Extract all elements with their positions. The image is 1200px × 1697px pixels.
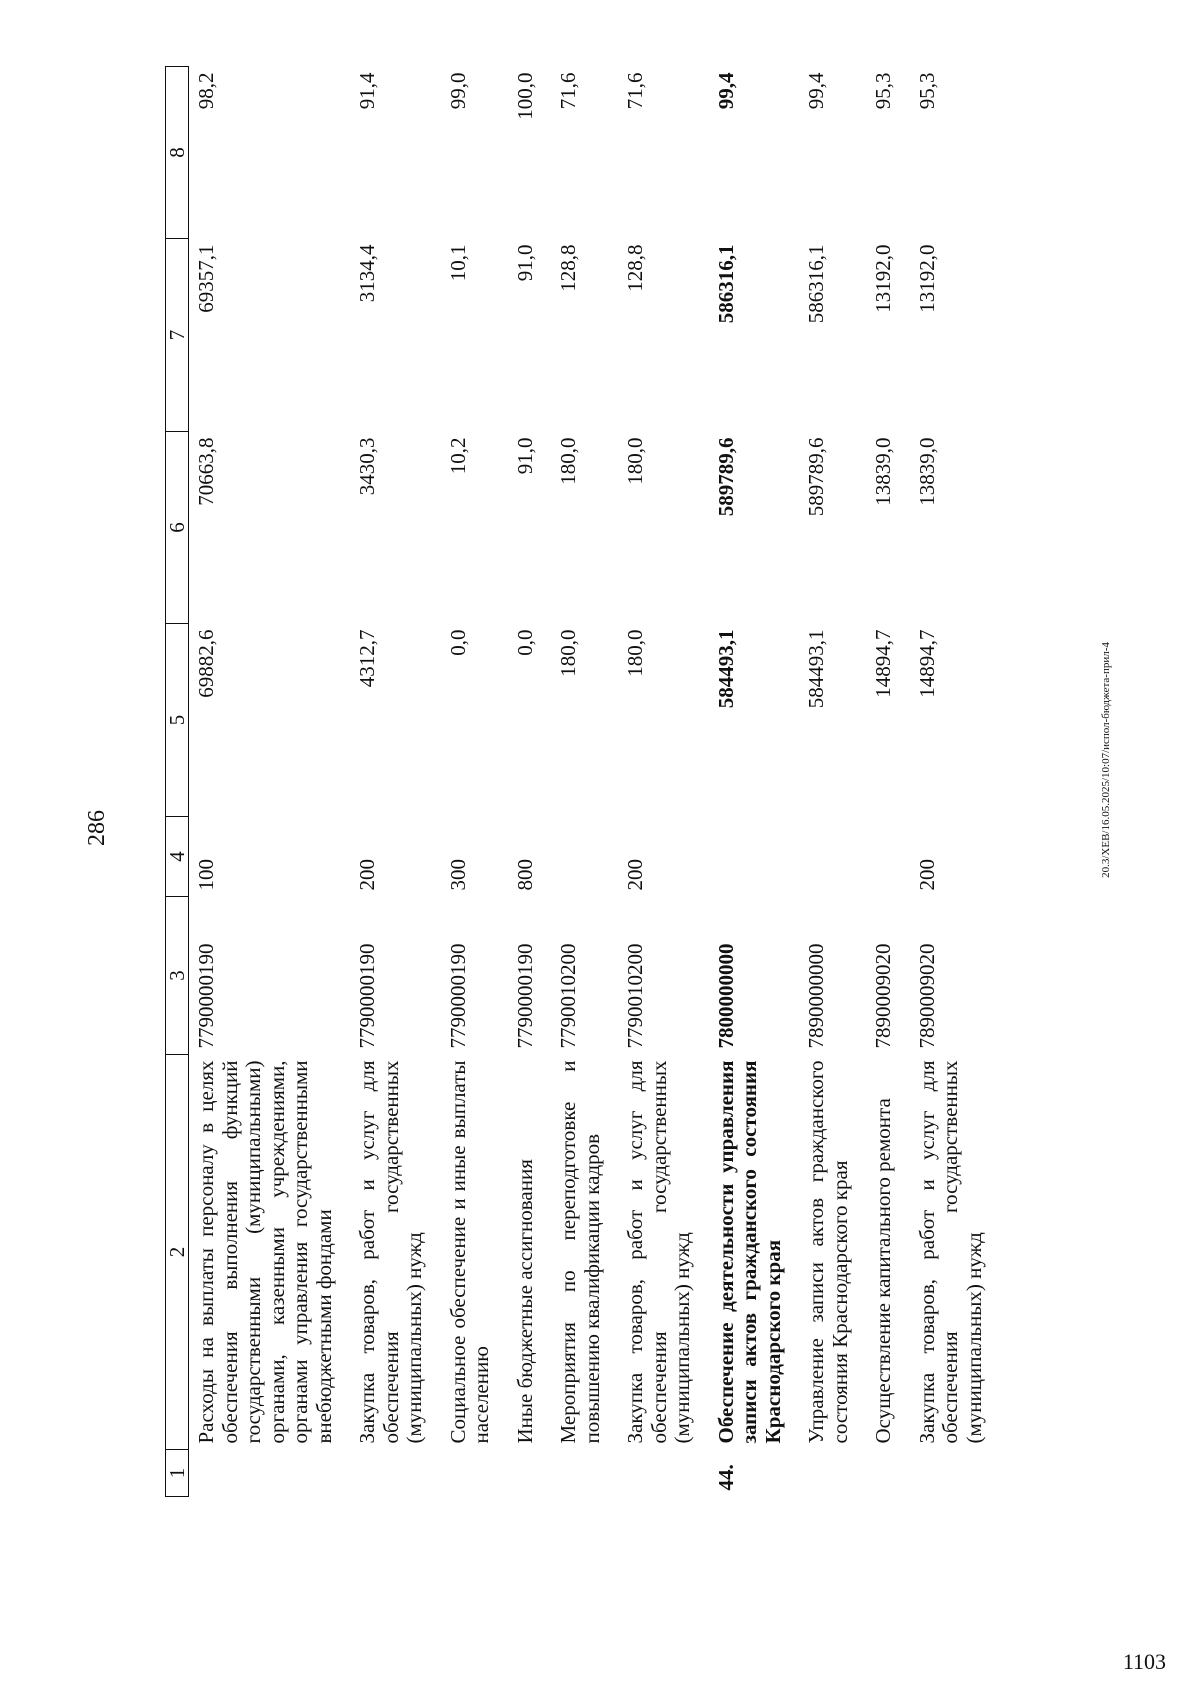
table-row (189, 67, 351, 1497)
budget-table (165, 66, 1000, 1497)
refined-amount-cell: 589789,6 (713, 437, 738, 517)
header-col-7: 7 (166, 239, 189, 432)
refined-amount-cell: 180,0 (556, 437, 581, 485)
approved-amount-cell: 0,0 (512, 629, 537, 656)
target-article-cell: 7890009020 (871, 943, 896, 1049)
approved-amount-cell: 69882,6 (194, 629, 218, 698)
header-col-1: 1 (166, 1450, 189, 1497)
execution-percent-cell: 100,0 (512, 72, 537, 120)
row-number-cell (508, 1450, 552, 1497)
row-name-cell: Социальное обеспечение и иные выплаты населению (445, 1060, 494, 1444)
row-name-cell: Закупка товаров, работ и услуг для обеспечения государственных (муниципальных) нужд (623, 1060, 695, 1444)
approved-amount-cell: 4312,7 (355, 629, 380, 688)
execution-percent-cell: 91,4 (355, 72, 380, 110)
target-article-cell: 7790010200 (623, 943, 648, 1049)
refined-amount-cell: 589789,6 (804, 437, 829, 517)
refined-amount-cell: 13839,0 (914, 437, 939, 506)
executed-amount-cell: 13192,0 (914, 244, 939, 313)
table-row (508, 67, 552, 1497)
row-name-cell: Расходы на выплаты персоналу в целях обеспечения выполнения функций государственными (муниципальными) органами, казенными учреждениями, органами управления государственными внебюджетными фондами (194, 1060, 336, 1444)
header-col-2: 2 (166, 1055, 189, 1450)
execution-percent-cell: 95,3 (871, 72, 896, 110)
approved-amount-cell: 180,0 (623, 629, 648, 677)
table-row (799, 67, 866, 1497)
approved-amount-cell: 14894,7 (871, 629, 896, 698)
refined-amount-cell: 91,0 (512, 437, 537, 475)
expense-type-cell: 200 (914, 859, 939, 891)
row-number-cell (618, 1450, 709, 1497)
execution-percent-cell: 99,4 (713, 72, 738, 110)
target-article-cell: 7800000000 (713, 943, 738, 1049)
expense-type-cell (866, 817, 910, 897)
row-name-cell: Мероприятия по переподготовке и повышению квалификации кадров (556, 1060, 604, 1444)
execution-percent-cell: 71,6 (623, 72, 648, 110)
refined-amount-cell: 180,0 (623, 437, 648, 485)
header-row (166, 67, 189, 1497)
expense-type-cell: 800 (512, 859, 537, 891)
executed-amount-cell: 3134,4 (355, 244, 380, 303)
sheet-number: 1103 (1122, 1649, 1166, 1674)
execution-percent-cell: 99,0 (445, 72, 470, 110)
executed-amount-cell: 586316,1 (713, 244, 738, 324)
target-article-cell: 7890009020 (914, 943, 939, 1049)
row-number-cell (910, 1450, 1001, 1497)
executed-amount-cell: 13192,0 (871, 244, 896, 313)
row-name-cell: Закупка товаров, работ и услуг для обеспечения государственных (муниципальных) нужд (914, 1060, 986, 1444)
expense-type-cell (551, 817, 618, 897)
target-article-cell: 7890000000 (804, 943, 829, 1049)
table-row (910, 67, 1001, 1497)
row-number-cell (350, 1450, 441, 1497)
refined-amount-cell: 3430,3 (355, 437, 380, 496)
row-name-cell: Обеспечение деятельности управления записи актов гражданского состояния Краснодарского края (713, 1060, 785, 1444)
executed-amount-cell: 128,8 (556, 244, 581, 292)
table-row (551, 67, 618, 1497)
footer-document-code: 20.3/XEB/16.05.2025/10:07/испол-бюджета-прил-4 (1100, 642, 1112, 878)
header-col-3: 3 (166, 897, 189, 1055)
expense-type-cell (709, 817, 800, 897)
table-row (618, 67, 709, 1497)
execution-percent-cell: 99,4 (804, 72, 829, 110)
executed-amount-cell: 128,8 (623, 244, 648, 292)
target-article-cell: 7790000190 (512, 943, 537, 1049)
row-name-cell: Закупка товаров, работ и услуг для обеспечения государственных (муниципальных) нужд (355, 1060, 427, 1444)
approved-amount-cell: 584493,1 (713, 629, 738, 709)
expense-type-cell: 300 (445, 859, 470, 891)
approved-amount-cell: 14894,7 (914, 629, 939, 698)
row-number-cell (799, 1450, 866, 1497)
expense-type-cell: 200 (355, 859, 380, 891)
row-name-cell: Осуществление капитального ремонта (871, 1098, 896, 1444)
expense-type-cell: 100 (194, 859, 218, 891)
row-number-cell (189, 1450, 351, 1497)
target-article-cell: 7790000190 (355, 943, 380, 1049)
execution-percent-cell: 95,3 (914, 72, 939, 110)
rotated-table-container (165, 67, 1087, 1497)
row-number-cell (866, 1450, 910, 1497)
approved-amount-cell: 584493,1 (804, 629, 829, 709)
executed-amount-cell: 91,0 (512, 244, 537, 282)
row-number-cell (441, 1450, 508, 1497)
table-row (709, 67, 800, 1497)
refined-amount-cell: 13839,0 (871, 437, 896, 506)
approved-amount-cell: 180,0 (556, 629, 581, 677)
table-row (866, 67, 910, 1497)
header-col-4: 4 (166, 817, 189, 897)
target-article-cell: 7790000190 (445, 943, 470, 1049)
table-row (350, 67, 441, 1497)
approved-amount-cell: 0,0 (445, 629, 470, 656)
executed-amount-cell: 10,1 (445, 244, 470, 282)
header-col-5: 5 (166, 624, 189, 817)
refined-amount-cell: 10,2 (445, 437, 470, 475)
refined-amount-cell: 70663,8 (194, 437, 218, 506)
header-col-8: 8 (166, 67, 189, 239)
execution-percent-cell: 98,2 (194, 72, 218, 110)
executed-amount-cell: 69357,1 (194, 244, 218, 313)
row-name-cell: Иные бюджетные ассигнования (512, 1159, 537, 1444)
expense-type-cell (799, 817, 866, 897)
row-number-cell (551, 1450, 618, 1497)
execution-percent-cell: 71,6 (556, 72, 581, 110)
target-article-cell: 7790000190 (194, 943, 218, 1049)
page-number: 286 (84, 810, 110, 846)
target-article-cell: 7790010200 (556, 943, 581, 1049)
header-col-6: 6 (166, 432, 189, 624)
expense-type-cell: 200 (623, 859, 648, 891)
executed-amount-cell: 586316,1 (804, 244, 829, 324)
row-name-cell: Управление записи актов гражданского состояния Краснодарского края (804, 1060, 852, 1444)
row-number-cell: 44. (713, 1464, 738, 1491)
table-row (441, 67, 508, 1497)
